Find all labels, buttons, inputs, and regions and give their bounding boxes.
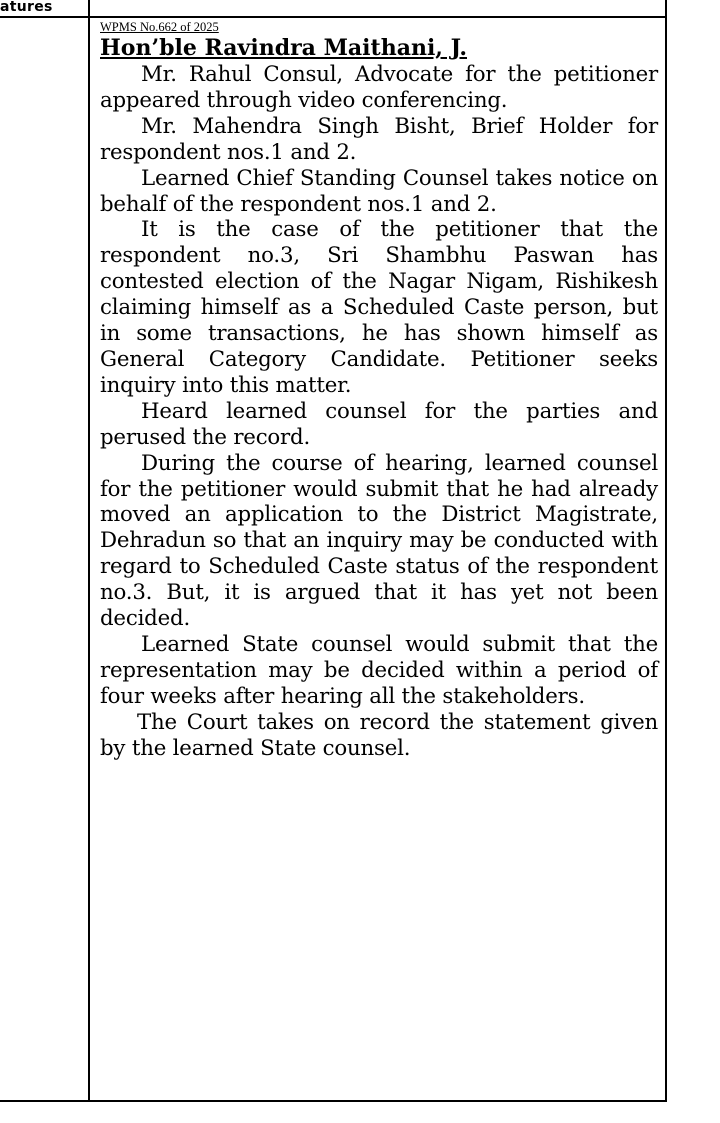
signatures-column-header: atures [0,0,53,15]
order-paragraph: Heard learned counsel for the parties and perused the record. [100,398,658,450]
order-paragraph: During the course of hearing, learned counsel for the petitioner would submit that he had already moved an application to the District Magistrate, Dehradun so that an inquiry may be conducted with regard to Scheduled Caste status of the respondent no.3. But, it is argued that it has yet not been decided. [100,450,658,632]
order-body [100,20,658,761]
order-paragraph: Learned State counsel would submit that the representation may be decided within a period of four weeks after hearing all the stakeholders. [100,631,658,709]
order-paragraph: Learned Chief Standing Counsel takes notice on behalf of the respondent nos.1 and 2. [100,165,658,217]
order-paragraph: It is the case of the petitioner that the respondent no.3, Sri Shambhu Paswan has contested election of the Nagar Nigam, Rishikesh claiming himself as a Scheduled Caste person, but in some transactions, he has shown himself as General Category Candidate. Petitioner seeks inquiry into this matter. [100,217,658,398]
column-divider [88,0,90,1102]
order-paragraph: The Court takes on record the statement given by the learned State counsel. [100,709,658,761]
order-paragraph: Mr. Rahul Consul, Advocate for the petitioner appeared through video conferencing. [100,62,658,113]
header-rule [0,16,667,18]
case-number: WPMS No.662 of 2025 [100,20,219,34]
judge-name: Hon’ble Ravindra Maithani, J. [100,35,467,61]
order-paragraph: Mr. Mahendra Singh Bisht, Brief Holder for respondent nos.1 and 2. [100,113,658,165]
